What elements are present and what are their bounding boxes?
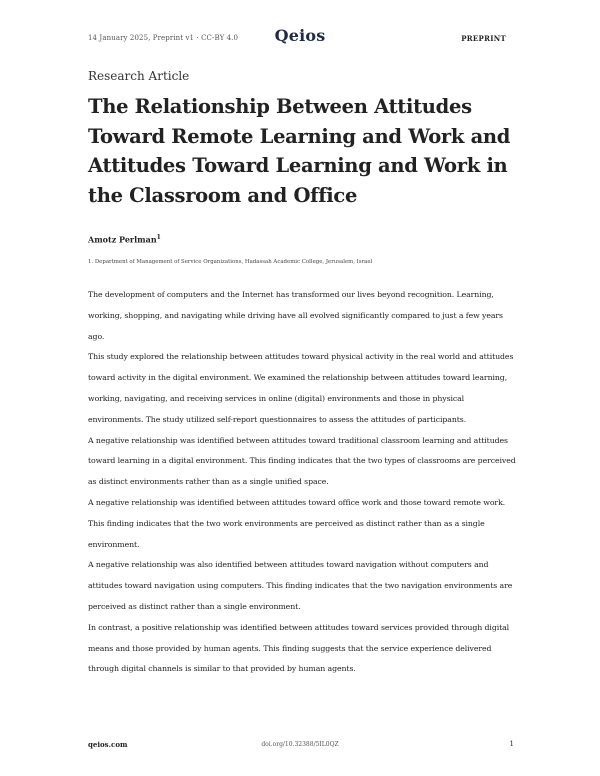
abstract-paragraph: A negative relationship was identified between attitudes toward office work and those toward remote work. This finding indicates that the two work environments are perceived as distinct rather than as a single environment. [88, 497, 506, 549]
affiliation: 1. Department of Management of Service Organizations, Hadassah Academic College, Jerusalem, Israel [88, 259, 373, 265]
article-type: Research Article [88, 69, 190, 83]
abstract [88, 285, 520, 680]
qeios-logo[interactable]: Qeios [274, 26, 326, 45]
abstract-paragraph: A negative relationship was also identified between attitudes toward navigation without computers and attitudes toward navigation using computers. This finding indicates that the two navigation environments are perceived as distinct rather than a single environment. [88, 560, 513, 611]
paper-title: The Relationship Between Attitudes Toward Remote Learning and Work and Attitudes Toward Learning and Work in the Classroom and Office [88, 95, 511, 207]
page-number: 1 [509, 740, 514, 748]
abstract-paragraph: This study explored the relationship between attitudes toward physical activity in the real world and attitudes toward activity in the digital environment. We examined the relationship between attitudes toward learning, working, navigating, and receiving services in online (digital) environments and those in physical environments. The study utilized self-report questionnaires to assess the attitudes of participants. [88, 352, 514, 424]
abstract-paragraph: The development of computers and the Internet has transformed our lives beyond recognition. Learning, working, shopping, and navigating while driving have all evolved significantly compared to just a few years ago. [88, 290, 503, 341]
footer-site-link[interactable]: qeios.com [88, 740, 128, 749]
author-affiliation-marker: 1 [156, 234, 161, 241]
preprint-badge: PREPRINT [461, 34, 506, 43]
publication-meta: 14 January 2025, Preprint v1 · CC-BY 4.0 [88, 34, 239, 42]
footer-doi-link[interactable]: doi.org/10.32388/5IL0QZ [261, 741, 339, 748]
abstract-paragraph: In contrast, a positive relationship was identified between attitudes toward services provided through digital means and those provided by human agents. This finding suggests that the service experience delivered through digital channels is similar to that provided by human agents. [88, 622, 510, 674]
author [88, 234, 161, 245]
author-name[interactable]: Amotz Perlman [88, 234, 157, 245]
abstract-paragraph: A negative relationship was identified between attitudes toward traditional classroom learning and attitudes toward learning in a digital environment. This finding indicates that the two types of classrooms are perceived as distinct environments rather than as a single unified space. [88, 435, 516, 487]
